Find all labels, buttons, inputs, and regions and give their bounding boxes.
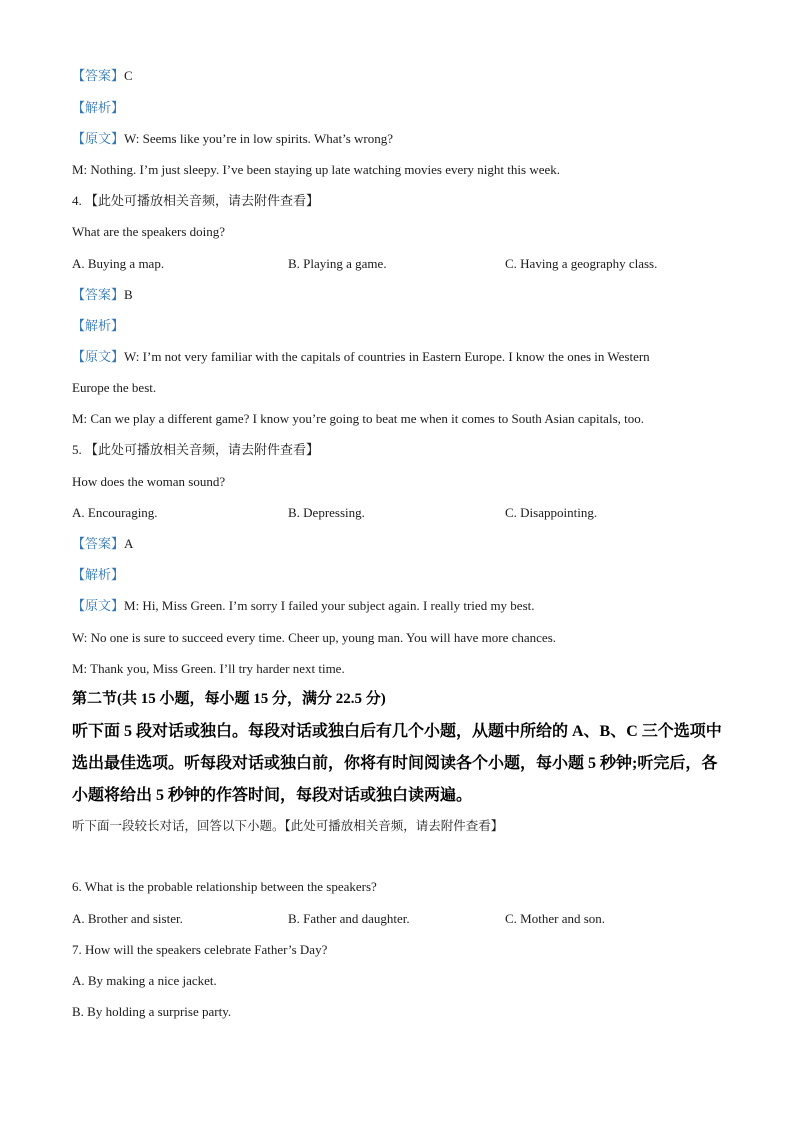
original-tag: 【原文】 [72, 131, 125, 146]
q4-option-c: C. Having a geography class. [505, 256, 658, 271]
q4-original-line-1b: Europe the best. [72, 380, 157, 395]
q4-original-line-1 [72, 349, 650, 365]
analysis-tag: 【解析】 [72, 567, 125, 582]
q5-option-a: A. Encouraging. [72, 505, 158, 520]
q6-option-b: B. Father and daughter. [288, 911, 410, 926]
transcript-text: W: I’m not very familiar with the capitals of countries in Eastern Europe. I know the ones in Western [124, 349, 650, 364]
q5-original-line-1 [72, 598, 535, 614]
q4-header [72, 193, 319, 209]
q3-original-line-1 [72, 131, 393, 147]
answer-tag: 【答案】 [72, 68, 125, 83]
section-instructions-line-2: 选出最佳选项。听每段对话或独白前，你将有时间阅读各个小题，每小题 5 秒钟;听完后，各 [72, 755, 718, 772]
transcript-text: M: Hi, Miss Green. I’m sorry I failed your subject again. I really tried my best. [124, 598, 535, 613]
q3-answer-line [72, 68, 133, 84]
q5-question: How does the woman sound? [72, 474, 226, 489]
q6-option-c: C. Mother and son. [505, 911, 606, 926]
q7-option-b: B. By holding a surprise party. [72, 1004, 232, 1019]
q4-option-b: B. Playing a game. [288, 256, 387, 271]
q5-analysis-line [72, 567, 124, 583]
q4-option-a: A. Buying a map. [72, 256, 165, 271]
answer-value: A [124, 536, 134, 551]
answer-value: C [124, 68, 133, 83]
analysis-tag: 【解析】 [72, 100, 125, 115]
q6-question: 6. What is the probable relationship between the speakers? [72, 879, 377, 894]
q3-analysis-line [72, 100, 124, 116]
q5-original-line-3: M: Thank you, Miss Green. I’ll try harder next time. [72, 661, 345, 676]
section-heading: 第二节(共 15 小题，每小题 15 分，满分 22.5 分) [72, 691, 386, 707]
q4-original-line-2: M: Can we play a different game? I know you’re going to beat me when it comes to South Asian capitals, too. [72, 411, 644, 426]
original-tag: 【原文】 [72, 598, 125, 613]
q5-answer-line [72, 536, 133, 552]
q7-question: 7. How will the speakers celebrate Father’s Day? [72, 942, 328, 957]
answer-value: B [124, 287, 133, 302]
section-instructions-line-1: 听下面 5 段对话或独白。每段对话或独白后有几个小题，从题中所给的 A、B、C 三个选项中 [72, 723, 722, 740]
q6-option-a: A. Brother and sister. [72, 911, 183, 926]
q5-header [72, 442, 319, 458]
question-number: 4. [72, 193, 85, 208]
q7-option-a: A. By making a nice jacket. [72, 973, 217, 988]
q5-original-line-2: W: No one is sure to succeed every time. Cheer up, young man. You will have more chances. [72, 630, 557, 645]
listen-note: 听下面一段较长对话，回答以下小题。【此处可播放相关音频，请去附件查看】 [72, 818, 504, 833]
q4-question: What are the speakers doing? [72, 224, 226, 239]
transcript-text: W: Seems like you’re in low spirits. What’s wrong? [124, 131, 393, 146]
analysis-tag: 【解析】 [72, 318, 125, 333]
q5-option-c: C. Disappointing. [505, 505, 598, 520]
audio-note: 【此处可播放相关音频，请去附件查看】 [85, 193, 320, 208]
q5-option-b: B. Depressing. [288, 505, 365, 520]
q4-answer-line [72, 287, 133, 303]
audio-note: 【此处可播放相关音频，请去附件查看】 [85, 442, 320, 457]
q4-analysis-line [72, 318, 124, 334]
original-tag: 【原文】 [72, 349, 125, 364]
answer-tag: 【答案】 [72, 536, 125, 551]
question-number: 5. [72, 442, 85, 457]
answer-tag: 【答案】 [72, 287, 125, 302]
q3-original-line-2: M: Nothing. I’m just sleepy. I’ve been staying up late watching movies every night this week. [72, 162, 560, 177]
section-instructions-line-3: 小题将给出 5 秒钟的作答时间，每段对话或独白读两遍。 [72, 787, 473, 804]
